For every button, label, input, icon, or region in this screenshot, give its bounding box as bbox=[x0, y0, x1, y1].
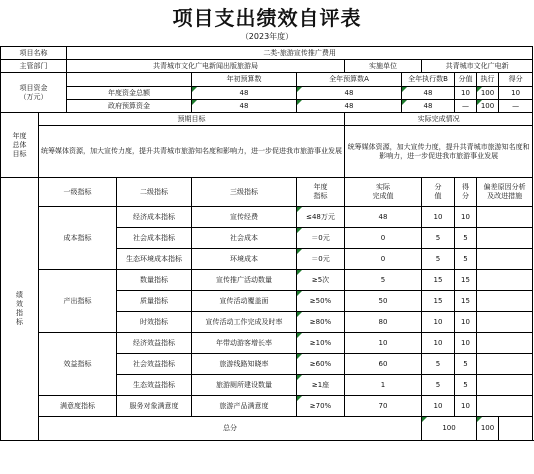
total-points: 100 bbox=[422, 417, 477, 441]
score-cell: 10 bbox=[455, 396, 477, 417]
unit-label: 实施单位 bbox=[345, 60, 422, 73]
col-header-score: 得分 bbox=[499, 73, 533, 87]
target-cell: ≥5次 bbox=[297, 270, 345, 291]
deviation-cell bbox=[477, 312, 533, 333]
score-cell: 5 bbox=[455, 249, 477, 270]
funds-row-total-score: 10 bbox=[499, 87, 533, 100]
actual-goal-text: 统筹媒体资源，加大宣传力度，提升共青城市旅游知名度和影响力，进一步促进我市旅游事业发展 bbox=[345, 126, 533, 178]
deviation-cell bbox=[477, 228, 533, 249]
target-cell: ＝0元 bbox=[297, 228, 345, 249]
funds-row-gov-rate: 100 bbox=[477, 100, 499, 113]
funds-row-gov-label: 政府预算资金 bbox=[67, 100, 192, 113]
funds-label: 项目资金 （万元） bbox=[1, 73, 67, 113]
score-cell: 5 bbox=[455, 228, 477, 249]
goals-label: 年度 总体 目标 bbox=[1, 113, 39, 178]
header-level1: 一级指标 bbox=[39, 178, 117, 207]
funds-row-gov-budget: 48 bbox=[297, 100, 402, 113]
dept-label: 主管部门 bbox=[1, 60, 67, 73]
funds-row-total-init: 48 bbox=[192, 87, 297, 100]
header-points: 分 值 bbox=[422, 178, 455, 207]
funds-blank-header bbox=[67, 73, 192, 87]
target-cell: ≥50% bbox=[297, 291, 345, 312]
funds-row-total-label: 年度资金总额 bbox=[67, 87, 192, 100]
level3-cell: 旅游线路知晓率 bbox=[192, 354, 297, 375]
funds-row-total-score-value: 10 bbox=[455, 87, 477, 100]
level2-cell: 服务对象满意度 bbox=[117, 396, 192, 417]
col-header-score-value: 分值 bbox=[455, 73, 477, 87]
deviation-cell bbox=[477, 270, 533, 291]
points-cell: 15 bbox=[422, 270, 455, 291]
col-header-budget: 全年预算数A bbox=[297, 73, 402, 87]
level3-cell: 宣传经费 bbox=[192, 207, 297, 228]
level2-cell: 时效指标 bbox=[117, 312, 192, 333]
col-header-rate: 执行 bbox=[477, 73, 499, 87]
actual-cell: 48 bbox=[345, 207, 422, 228]
actual-cell: 50 bbox=[345, 291, 422, 312]
target-cell: ≥10% bbox=[297, 333, 345, 354]
col-header-init: 年初预算数 bbox=[192, 73, 297, 87]
level2-cell: 生态环境成本指标 bbox=[117, 249, 192, 270]
level1-output: 产出指标 bbox=[39, 270, 117, 333]
points-cell: 5 bbox=[422, 228, 455, 249]
actual-cell: 1 bbox=[345, 375, 422, 396]
level3-cell: 宣传活动工作完成及时率 bbox=[192, 312, 297, 333]
indicators-label: 绩 效 指 标 bbox=[1, 178, 39, 441]
funds-row-gov-init: 48 bbox=[192, 100, 297, 113]
header-score: 得 分 bbox=[455, 178, 477, 207]
total-label: 总分 bbox=[39, 417, 422, 441]
points-cell: 10 bbox=[422, 333, 455, 354]
level2-cell: 数量指标 bbox=[117, 270, 192, 291]
points-cell: 5 bbox=[422, 354, 455, 375]
target-cell: ＝0元 bbox=[297, 249, 345, 270]
deviation-cell bbox=[477, 354, 533, 375]
level3-cell: 社会成本 bbox=[192, 228, 297, 249]
level2-cell: 质量指标 bbox=[117, 291, 192, 312]
total-score: 100 bbox=[477, 417, 499, 441]
header-level3: 三级指标 bbox=[192, 178, 297, 207]
target-cell: ≥80% bbox=[297, 312, 345, 333]
header-level2: 二级指标 bbox=[117, 178, 192, 207]
level3-cell: 旅游厕所建设数量 bbox=[192, 375, 297, 396]
funds-row-gov-exec: 48 bbox=[402, 100, 455, 113]
level2-cell: 生态效益指标 bbox=[117, 375, 192, 396]
target-cell: ≥1座 bbox=[297, 375, 345, 396]
points-cell: 15 bbox=[422, 291, 455, 312]
deviation-cell bbox=[477, 249, 533, 270]
level1-benefit: 效益指标 bbox=[39, 333, 117, 396]
level2-cell: 经济效益指标 bbox=[117, 333, 192, 354]
funds-row-gov-score-value: — bbox=[455, 100, 477, 113]
funds-row-total-rate: 100 bbox=[477, 87, 499, 100]
score-cell: 15 bbox=[455, 270, 477, 291]
page-subtitle: （2023年度） bbox=[240, 32, 294, 41]
score-cell: 5 bbox=[455, 375, 477, 396]
actual-cell: 0 bbox=[345, 228, 422, 249]
points-cell: 10 bbox=[422, 396, 455, 417]
project-name-label: 项目名称 bbox=[1, 47, 67, 60]
col-header-exec: 全年执行数B bbox=[402, 73, 455, 87]
unit-value: 共青城市文化广电新 bbox=[422, 60, 533, 73]
level3-cell: 旅游产品满意度 bbox=[192, 396, 297, 417]
header-deviation: 偏差原因分析 及改进措施 bbox=[477, 178, 533, 207]
expected-goal-text: 统筹媒体资源，加大宣传力度，提升共青城市旅游知名度和影响力，进一步促进我市旅游事业发展 bbox=[39, 126, 345, 178]
evaluation-table bbox=[0, 46, 533, 441]
actual-goal-header: 实际完成情况 bbox=[345, 113, 533, 126]
expected-goal-header: 预期目标 bbox=[39, 113, 345, 126]
deviation-cell bbox=[477, 291, 533, 312]
funds-row-gov-score: — bbox=[499, 100, 533, 113]
dept-value: 共青城市文化广电新闻出版旅游局 bbox=[67, 60, 345, 73]
header-actual: 实际 完成值 bbox=[345, 178, 422, 207]
actual-cell: 60 bbox=[345, 354, 422, 375]
actual-cell: 10 bbox=[345, 333, 422, 354]
actual-cell: 70 bbox=[345, 396, 422, 417]
points-cell: 10 bbox=[422, 207, 455, 228]
level2-cell: 社会成本指标 bbox=[117, 228, 192, 249]
deviation-cell bbox=[477, 207, 533, 228]
score-cell: 15 bbox=[455, 291, 477, 312]
funds-row-total-exec: 48 bbox=[402, 87, 455, 100]
score-cell: 10 bbox=[455, 312, 477, 333]
points-cell: 5 bbox=[422, 249, 455, 270]
level3-cell: 宣传活动覆盖面 bbox=[192, 291, 297, 312]
points-cell: 10 bbox=[422, 312, 455, 333]
level3-cell: 环境成本 bbox=[192, 249, 297, 270]
funds-row-total-budget: 48 bbox=[297, 87, 402, 100]
target-cell: ≥60% bbox=[297, 354, 345, 375]
points-cell: 5 bbox=[422, 375, 455, 396]
actual-cell: 0 bbox=[345, 249, 422, 270]
score-cell: 10 bbox=[455, 333, 477, 354]
actual-cell: 80 bbox=[345, 312, 422, 333]
deviation-cell bbox=[477, 333, 533, 354]
level1-satisfaction: 满意度指标 bbox=[39, 396, 117, 417]
total-deviation bbox=[499, 417, 533, 441]
deviation-cell bbox=[477, 396, 533, 417]
level3-cell: 宣传推广活动数量 bbox=[192, 270, 297, 291]
page-title: 项目支出绩效自评表 bbox=[172, 6, 362, 30]
level3-cell: 年带动游客增长率 bbox=[192, 333, 297, 354]
target-cell: ≥70% bbox=[297, 396, 345, 417]
score-cell: 10 bbox=[455, 207, 477, 228]
deviation-cell bbox=[477, 375, 533, 396]
score-cell: 5 bbox=[455, 354, 477, 375]
target-cell: ≤48万元 bbox=[297, 207, 345, 228]
project-name-value: 二类-旅游宣传推广费用 bbox=[67, 47, 533, 60]
level2-cell: 社会效益指标 bbox=[117, 354, 192, 375]
level2-cell: 经济成本指标 bbox=[117, 207, 192, 228]
actual-cell: 5 bbox=[345, 270, 422, 291]
level1-cost: 成本指标 bbox=[39, 207, 117, 270]
header-target: 年度 指标 bbox=[297, 178, 345, 207]
